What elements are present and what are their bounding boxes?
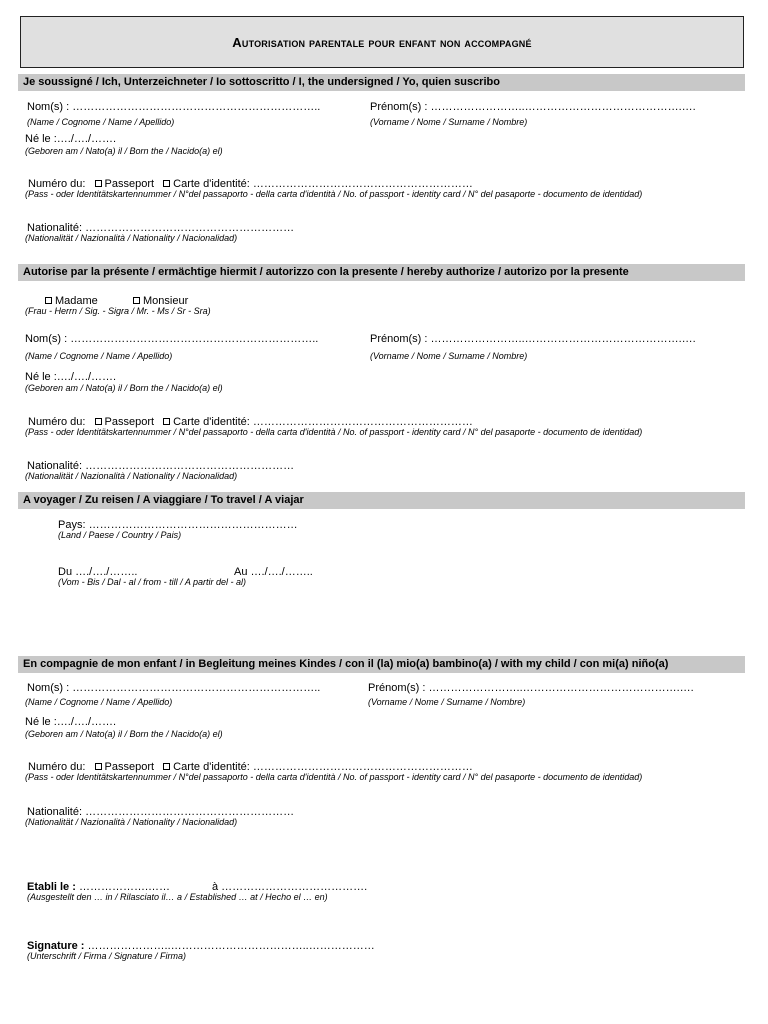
- nom-field-1[interactable]: Nom(s) : …………………………………………………………..: [27, 101, 321, 113]
- id-card-field-2[interactable]: Carte d'identité: ……………………………………………………: [173, 416, 473, 428]
- prenom-field-2[interactable]: Prénom(s) : ……………………..…………………………………….….: [370, 333, 696, 345]
- nationality-field-2[interactable]: Nationalité: …………………………………………………: [27, 460, 295, 472]
- form-title-box: [20, 16, 744, 68]
- numero-sub-3: (Pass - oder Identitätskartennummer / N°del passaporto - della carta d'identità / No. of passport - identity card / N° del pasaporte - documento de identidad): [25, 772, 643, 782]
- numero-sub-1: (Pass - oder Identitätskartennummer / N°del passaporto - della carta d'identità / No. of passport - identity card / N° del pasaporte - documento de identidad): [25, 189, 643, 199]
- passport-checkbox-2[interactable]: [95, 418, 102, 425]
- section-undersigned: Je soussigné / Ich, Unterzeichneter / Io sottoscritto / I, the undersigned / Yo, quien suscribo: [18, 74, 745, 91]
- passport-label-2: Passeport: [104, 416, 155, 428]
- signature-label: Signature :: [27, 940, 85, 952]
- signature-field[interactable]: …………………..………………………………..………………: [87, 940, 375, 952]
- numero-sub-2: (Pass - oder Identitätskartennummer / N°del passaporto - della carta d'identità / No. of passport - identity card / N° del pasaporte - documento de identidad): [25, 427, 643, 437]
- madame-label: Madame: [55, 295, 98, 307]
- country-field[interactable]: Pays: …………………………………………………: [58, 519, 298, 531]
- numero-label-2: Numéro du:: [28, 416, 86, 428]
- nom-sub-3: (Name / Cognome / Name / Apellido): [25, 697, 173, 707]
- nationality-sub-3: (Nationalität / Nazionalità / Nationality / Nacionalidad): [25, 817, 238, 827]
- id-card-field-3[interactable]: Carte d'identité: ……………………………………………………: [173, 761, 473, 773]
- prenom-field-1[interactable]: Prénom(s) : ……………………..…………………………………….….: [370, 101, 696, 113]
- section-authorize: Autorise par la présente / ermächtige hiermit / autorizzo con la presente / hereby authorize / autorizo por la presente: [18, 264, 745, 281]
- established-place-field[interactable]: à ………………………………….: [212, 881, 368, 893]
- madame-checkbox[interactable]: [45, 297, 52, 304]
- passport-label-3: Passeport: [104, 761, 155, 773]
- birth-sub-2: (Geboren am / Nato(a) il / Born the / Nacido(a) el): [25, 383, 223, 393]
- section-travel: A voyager / Zu reisen / A viaggiare / To travel / A viajar: [18, 492, 745, 509]
- id-card-checkbox-1[interactable]: [163, 180, 170, 187]
- birth-field-2[interactable]: Né le :…./…./…….: [25, 371, 117, 383]
- id-card-checkbox-3[interactable]: [163, 763, 170, 770]
- monsieur-checkbox[interactable]: [133, 297, 140, 304]
- prenom-sub-2: (Vorname / Nome / Surname / Nombre): [370, 351, 528, 361]
- nom-field-3[interactable]: Nom(s) : …………………………………………………………..: [27, 682, 321, 694]
- section-child: En compagnie de mon enfant / in Begleitung meines Kindes / con il (la) mio(a) bambino(a) / with my child / con mi(a) niño(a): [18, 656, 745, 673]
- nom-field-2[interactable]: Nom(s) : …………………………………………………………..: [25, 333, 319, 345]
- id-card-checkbox-2[interactable]: [163, 418, 170, 425]
- birth-sub-1: (Geboren am / Nato(a) il / Born the / Nacido(a) el): [25, 146, 223, 156]
- prenom-sub-1: (Vorname / Nome / Surname / Nombre): [370, 117, 528, 127]
- signature-sub: (Unterschrift / Firma / Signature / Firma): [27, 951, 187, 961]
- passport-checkbox-3[interactable]: [95, 763, 102, 770]
- established-label: Etabli le :: [27, 881, 76, 893]
- established-sub: (Ausgestellt den … in / Rilasciato il… a / Established … at / Hecho el … en): [27, 892, 328, 902]
- nationality-sub-2: (Nationalität / Nazionalità / Nationality / Nacionalidad): [25, 471, 238, 481]
- nom-sub-2: (Name / Cognome / Name / Apellido): [25, 351, 173, 361]
- date-till-field[interactable]: Au …./…./……..: [234, 566, 313, 578]
- date-from-field[interactable]: Du …./…./……..: [58, 566, 138, 578]
- monsieur-label: Monsieur: [143, 295, 189, 307]
- country-sub: (Land / Paese / Country / Pais): [58, 530, 182, 540]
- prenom-field-3[interactable]: Prénom(s) : ……………………..…………………………………….….: [368, 682, 694, 694]
- nationality-field-3[interactable]: Nationalité: …………………………………………………: [27, 806, 295, 818]
- birth-field-3[interactable]: Né le :…./…./…….: [25, 716, 117, 728]
- passport-label-1: Passeport: [104, 178, 155, 190]
- established-date-field[interactable]: ……………….……: [78, 881, 171, 893]
- prenom-sub-3: (Vorname / Nome / Surname / Nombre): [368, 697, 526, 707]
- numero-label-3: Numéro du:: [28, 761, 86, 773]
- nationality-sub-1: (Nationalität / Nazionalità / Nationality / Nacionalidad): [25, 233, 238, 243]
- numero-label-1: Numéro du:: [28, 178, 86, 190]
- nom-sub-1: (Name / Cognome / Name / Apellido): [27, 117, 175, 127]
- id-card-field-1[interactable]: Carte d'identité: ……………………………………………………: [173, 178, 473, 190]
- dates-sub: (Vom - Bis / Dal - al / from - till / A partir del - al): [58, 577, 247, 587]
- birth-sub-3: (Geboren am / Nato(a) il / Born the / Nacido(a) el): [25, 729, 223, 739]
- form-title: Autorisation parentale pour enfant non accompagné: [232, 34, 532, 50]
- birth-field-1[interactable]: Né le :…./…./…….: [25, 133, 117, 145]
- passport-checkbox-1[interactable]: [95, 180, 102, 187]
- nationality-field-1[interactable]: Nationalité: …………………………………………………: [27, 222, 295, 234]
- civility-sub: (Frau - Herrn / Sig. - Sigra / Mr. - Ms / Sr - Sra): [25, 306, 211, 316]
